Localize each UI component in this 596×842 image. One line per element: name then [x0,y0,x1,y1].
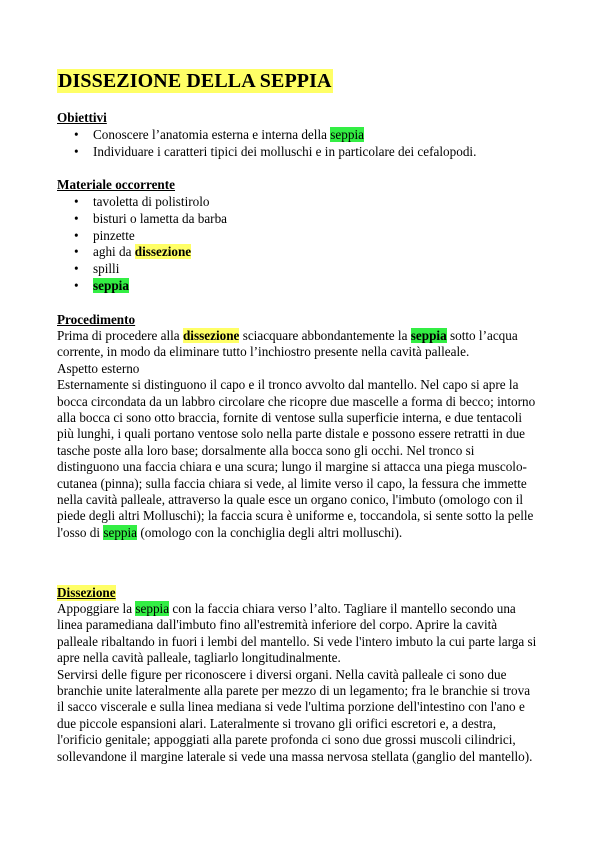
list-item: • Conoscere l’anatomia esterna e interna della seppia [57,127,537,144]
list-item: • aghi da dissezione [57,244,537,261]
dissection-heading: Dissezione [57,585,116,600]
page-title: DISSEZIONE DELLA SEPPIA [58,70,332,92]
highlight: dissezione [182,328,240,343]
highlight: seppia [410,328,447,343]
list-item: • bisturi o lametta da barba [57,211,537,228]
dissection-body [57,601,540,765]
list-item: • Individuare i caratteri tipici dei molluschi e in particolare dei cefalopodi. [57,144,537,161]
objectives-list [57,127,537,161]
materials-list [57,194,537,295]
highlight: seppia [103,524,138,540]
list-item: • spilli [57,261,537,278]
objectives-heading: Obiettivi [57,110,107,125]
procedure-heading: Procedimento [57,312,136,327]
procedure-intro: Prima di procedere alla dissezione sciacquare abbondantemente la seppia sotto l’acqua corrente, in modo da eliminare tutto l’inchiostro presente nella cavità palleale. [57,328,518,360]
procedure-body [57,328,540,541]
list-item: • pinzette [57,228,537,245]
list-item [57,278,537,295]
highlight: seppia [135,601,170,616]
highlight: seppia [330,127,364,142]
external-subheading: Aspetto esterno [57,360,140,376]
dissection-paragraph-2: Servirsi delle figure per riconoscere i diversi organi. Nella cavità palleale ci sono due branchie unite lateralmente alla parete per mezzo di un legamento; fra le branchie si trova il sacco viscerale e sulla linea mediana si vede l'ultima porzione dell'intestino con l'ano e due piccole espansioni alari. Lateralmente si trovano gli orifici escretori e, a destra, l'orificio genitale; appoggiati alla parete profonda ci sono due grossi muscoli cilindrici, sollevandone il margine laterale si vede una massa nervosa stellata (ganglio del mantello). [57,666,533,764]
highlight: seppia [93,277,129,293]
dissection-paragraph-1: Appoggiare la seppia con la faccia chiara verso l’alto. Tagliare il mantello secondo una linea paramediana dall'imbuto fino all'estremità inferiore del corpo. Aprire la cavità palleale ribaltando in fuori i lembi del mantello. Si vede l'intero imbuto la cui parte larga si apre nella cavità palleale, tagliarlo longitudinalmente. [57,601,537,666]
highlight: dissezione [134,244,192,260]
materials-heading: Materiale occorrente [57,177,176,192]
external-paragraph: Esternamente si distinguono il capo e il tronco avvolto dal mantello. Nel capo si apre la bocca circondata da un labbro circolare che ricopre due mascelle a forma di becco; intorno alla bocca ci sono otto braccia, fornite di ventose sulla superficie interna, e due tentacoli più lunghi, i quali portano ventose solo nella parte distale e possono essere retratti in due tasche poste alla loro base; dorsalmente alla bocca sono gli occhi. Nel tronco si distinguono una faccia chiara e una scura; lungo il margine si attacca una piega muscolo-cutanea (pinna); sulla faccia chiara si vede, al limite verso il capo, la fessura che immette nella cavità palleale, attraverso la quale esce un organo conico, l'imbuto (omologo con il piede degli altri Molluschi); la faccia scura è uniforme e, toccandola, si sente sotto la pelle l'osso di seppia (omologo con la conchiglia degli altri molluschi). [57,377,536,540]
list-item: • tavoletta di polistirolo [57,194,537,211]
